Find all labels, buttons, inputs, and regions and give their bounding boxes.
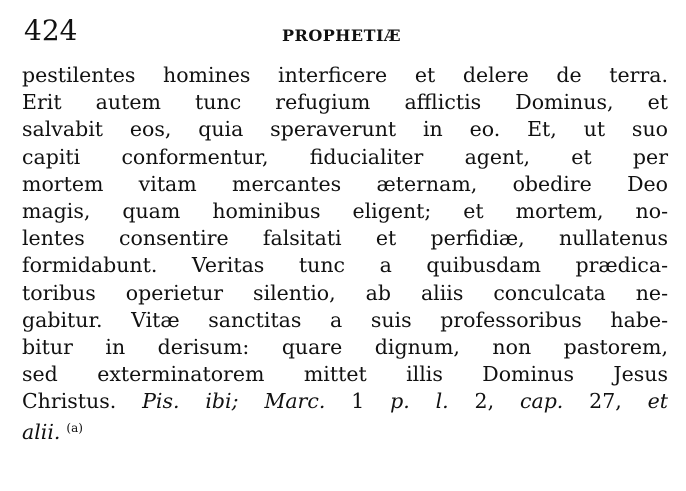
citation-line [22, 388, 668, 415]
running-head: PROPHETIÆ [282, 26, 402, 45]
text-line-last [22, 415, 668, 445]
body-text [22, 62, 668, 443]
text-line: pestilentes homines interficere et delere de terra. [22, 63, 668, 87]
citation-italic: Pis. ibi; Marc. [142, 389, 326, 414]
text-line: bitur in derisum: quare dignum, non pastorem, [22, 334, 668, 359]
text-line: Erit autem tunc refugium afflictis Dominus, et [22, 90, 668, 115]
text-run: 2, [448, 389, 520, 414]
text-line: formidabunt. Veritas tunc a quibusdam prædica- [22, 253, 668, 278]
text-run: 1 [325, 389, 391, 414]
text-line: lentes consentire falsitati et perfidiæ, nullatenus [22, 226, 668, 251]
citation-italic: p. l. [390, 389, 449, 414]
text-line: capiti conformentur, fiducialiter agent, et per [22, 144, 668, 169]
text-line: toribus operietur silentio, ab aliis conculcata ne- [22, 280, 668, 305]
text-run: Christus. [22, 389, 143, 414]
text-line: mortem vitam mercantes æternam, obedire Deo [22, 171, 668, 196]
page-header [24, 14, 664, 54]
citation-italic: cap. [519, 389, 564, 414]
footnote-mark: (a) [66, 421, 83, 436]
citation-italic: alii. [22, 420, 61, 445]
text-line: salvabit eos, quia speraverunt in eo. Et, ut suo [22, 117, 668, 142]
page-number: 424 [24, 14, 78, 47]
text-run: 27, [563, 389, 648, 414]
text-line: gabitur. Vitæ sanctitas a suis professoribus habe- [22, 307, 668, 332]
citation-italic: et [647, 389, 669, 414]
text-line: sed exterminatorem mittet illis Dominus Jesus [22, 362, 668, 387]
text-line: magis, quam hominibus eligent; et mortem, no- [22, 198, 668, 223]
